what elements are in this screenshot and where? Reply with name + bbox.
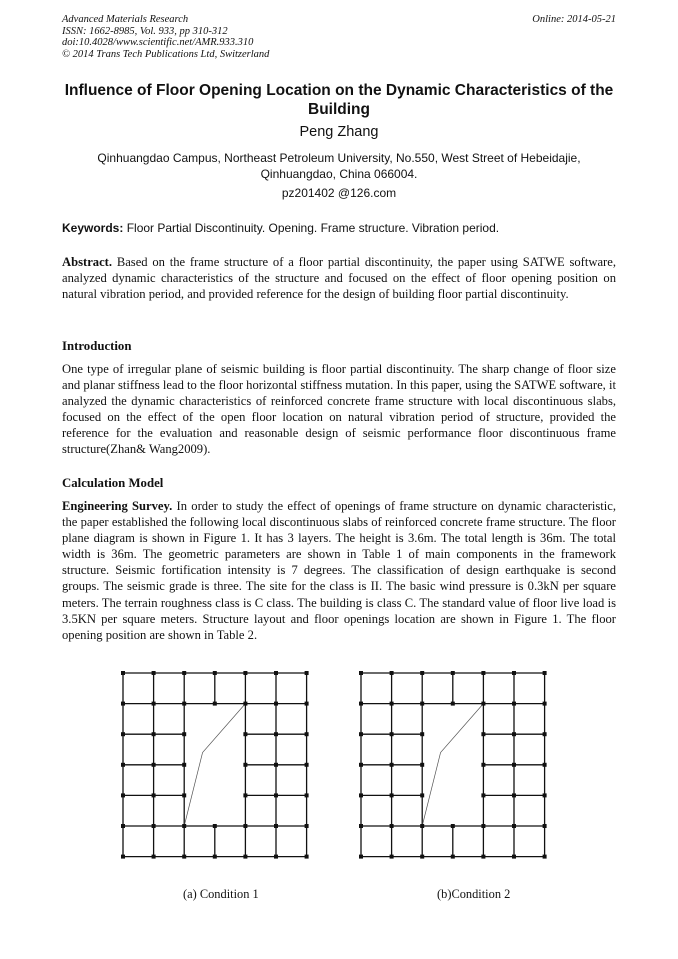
column-node (213, 855, 217, 859)
keywords-text: Floor Partial Discontinuity. Opening. Frame structure. Vibration period. (126, 221, 500, 235)
column-node (152, 793, 156, 797)
column-node (305, 855, 309, 859)
column-node (420, 763, 424, 767)
figure-caption-b: (b)Condition 2 (437, 887, 511, 901)
engineering-survey-text: In order to study the effect of openings of frame structure on dynamic characteristic, the paper established the following local discontinuous slabs of reinforced concrete frame structure. The floor plane diagram is shown in Figure 1. It has 3 layers. The height is 3.6m. The total length is 36m. The total width is 36m. The geometric parameters are shown in Table 1 of main components in the framework structure. Seismic fortification intensity is 7 degrees. The classification of design earthquake is second groups. The seismic grade is three. The site for the class is II. The basic wind pressure is 0.3kN per square meters. The terrain roughness class is C class. The building is class C. The standard value of floor live load is 3.5KN per square meters. Structure layout and floor openings location are shown in Figure 1. The floor opening position are shown in Table 2. (62, 499, 617, 642)
column-node (481, 671, 485, 675)
abstract-text: Based on the frame structure of a floor partial discontinuity, the paper using SATWE software, analyzed dynamic characteristics of the structure and focused on the effect of floor opening position on natural vibration period, and provided reference for the design of building floor partial discontinuity. (62, 255, 616, 302)
engineering-survey-label: Engineering Survey. (62, 499, 173, 513)
column-node (243, 732, 247, 736)
column-node (243, 702, 247, 706)
column-node (182, 671, 186, 675)
column-node (152, 702, 156, 706)
floor-plan-condition-2 (359, 671, 547, 859)
column-node (451, 671, 455, 675)
column-node (274, 855, 278, 859)
opening-boundary-line (422, 704, 483, 826)
column-node (512, 671, 516, 675)
column-node (512, 732, 516, 736)
column-node (213, 671, 217, 675)
column-node (420, 702, 424, 706)
column-node (305, 763, 309, 767)
column-node (152, 855, 156, 859)
column-node (182, 824, 186, 828)
floor-plan-condition-1 (121, 671, 309, 859)
column-node (274, 702, 278, 706)
column-node (359, 702, 363, 706)
column-node (481, 824, 485, 828)
column-node (213, 824, 217, 828)
issn-line: ISSN: 1662-8985, Vol. 933, pp 310-312 (62, 25, 228, 37)
column-node (182, 793, 186, 797)
column-node (305, 671, 309, 675)
column-node (390, 763, 394, 767)
figure-caption-a: (a) Condition 1 (183, 887, 259, 901)
column-node (390, 732, 394, 736)
introduction-text: One type of irregular plane of seismic building is floor partial discontinuity. The sharp change of floor size and planar stiffness lead to the floor horizontal stiffness mutation. In this paper, using the SATWE software, it analyzed the dynamic characteristics of reinforced concrete frame structure with local discontinuous slabs, focused on the effect of the open floor location on natural vibration period of structure, provided the reference for the evaluation and reasonable design of seismic performance floor discontinuous frame structure(Zhan& Wang2009). (62, 362, 616, 457)
column-node (182, 855, 186, 859)
calculation-model-heading: Calculation Model (62, 476, 164, 490)
column-node (543, 855, 547, 859)
column-node (481, 793, 485, 797)
column-node (182, 702, 186, 706)
abstract-label: Abstract. (62, 255, 113, 269)
column-node (182, 732, 186, 736)
keywords-label: Keywords: (62, 221, 124, 235)
author-email: pz201402 @126.com (281, 186, 397, 200)
column-node (359, 671, 363, 675)
column-node (121, 763, 125, 767)
column-node (359, 824, 363, 828)
column-node (543, 702, 547, 706)
column-node (390, 671, 394, 675)
column-node (420, 855, 424, 859)
column-node (543, 763, 547, 767)
column-node (390, 793, 394, 797)
column-node (305, 702, 309, 706)
column-node (243, 855, 247, 859)
column-node (359, 793, 363, 797)
column-node (512, 702, 516, 706)
column-node (152, 671, 156, 675)
column-node (274, 763, 278, 767)
column-node (481, 732, 485, 736)
column-node (243, 671, 247, 675)
column-node (481, 855, 485, 859)
column-node (243, 763, 247, 767)
column-node (274, 732, 278, 736)
column-node (243, 793, 247, 797)
column-node (121, 793, 125, 797)
column-node (305, 732, 309, 736)
column-node (390, 824, 394, 828)
column-node (213, 702, 217, 706)
column-node (274, 671, 278, 675)
column-node (390, 702, 394, 706)
column-node (481, 763, 485, 767)
column-node (512, 855, 516, 859)
online-date: Online: 2014-05-21 (532, 14, 616, 25)
column-node (512, 763, 516, 767)
author-name: Peng Zhang (299, 124, 379, 140)
column-node (121, 702, 125, 706)
column-node (451, 702, 455, 706)
column-node (420, 793, 424, 797)
column-node (182, 763, 186, 767)
column-node (543, 824, 547, 828)
column-node (543, 671, 547, 675)
column-node (543, 793, 547, 797)
column-node (274, 793, 278, 797)
column-node (451, 855, 455, 859)
column-node (152, 732, 156, 736)
column-node (451, 824, 455, 828)
column-node (305, 793, 309, 797)
paper-title: Influence of Floor Opening Location on the Dynamic Characteristics of the Building (64, 82, 614, 118)
column-node (512, 793, 516, 797)
column-node (359, 732, 363, 736)
author-affiliation: Qinhuangdao Campus, Northeast Petroleum University, No.550, West Street of Hebeidajie, Qinhuangdao, China 066004. (97, 151, 581, 181)
column-node (121, 671, 125, 675)
column-node (359, 855, 363, 859)
column-node (152, 824, 156, 828)
column-node (390, 855, 394, 859)
copyright-line: © 2014 Trans Tech Publications Ltd, Switzerland (62, 48, 270, 60)
column-node (121, 855, 125, 859)
opening-boundary-line (184, 704, 245, 826)
column-node (274, 824, 278, 828)
column-node (420, 671, 424, 675)
column-node (359, 763, 363, 767)
column-node (121, 824, 125, 828)
column-node (420, 732, 424, 736)
column-node (121, 732, 125, 736)
column-node (543, 732, 547, 736)
journal-name: Advanced Materials Research (62, 14, 189, 25)
column-node (152, 763, 156, 767)
column-node (481, 702, 485, 706)
column-node (243, 824, 247, 828)
doi-line: doi:10.4028/www.scientific.net/AMR.933.310 (62, 37, 254, 48)
column-node (512, 824, 516, 828)
introduction-heading: Introduction (62, 339, 132, 353)
column-node (305, 824, 309, 828)
column-node (420, 824, 424, 828)
